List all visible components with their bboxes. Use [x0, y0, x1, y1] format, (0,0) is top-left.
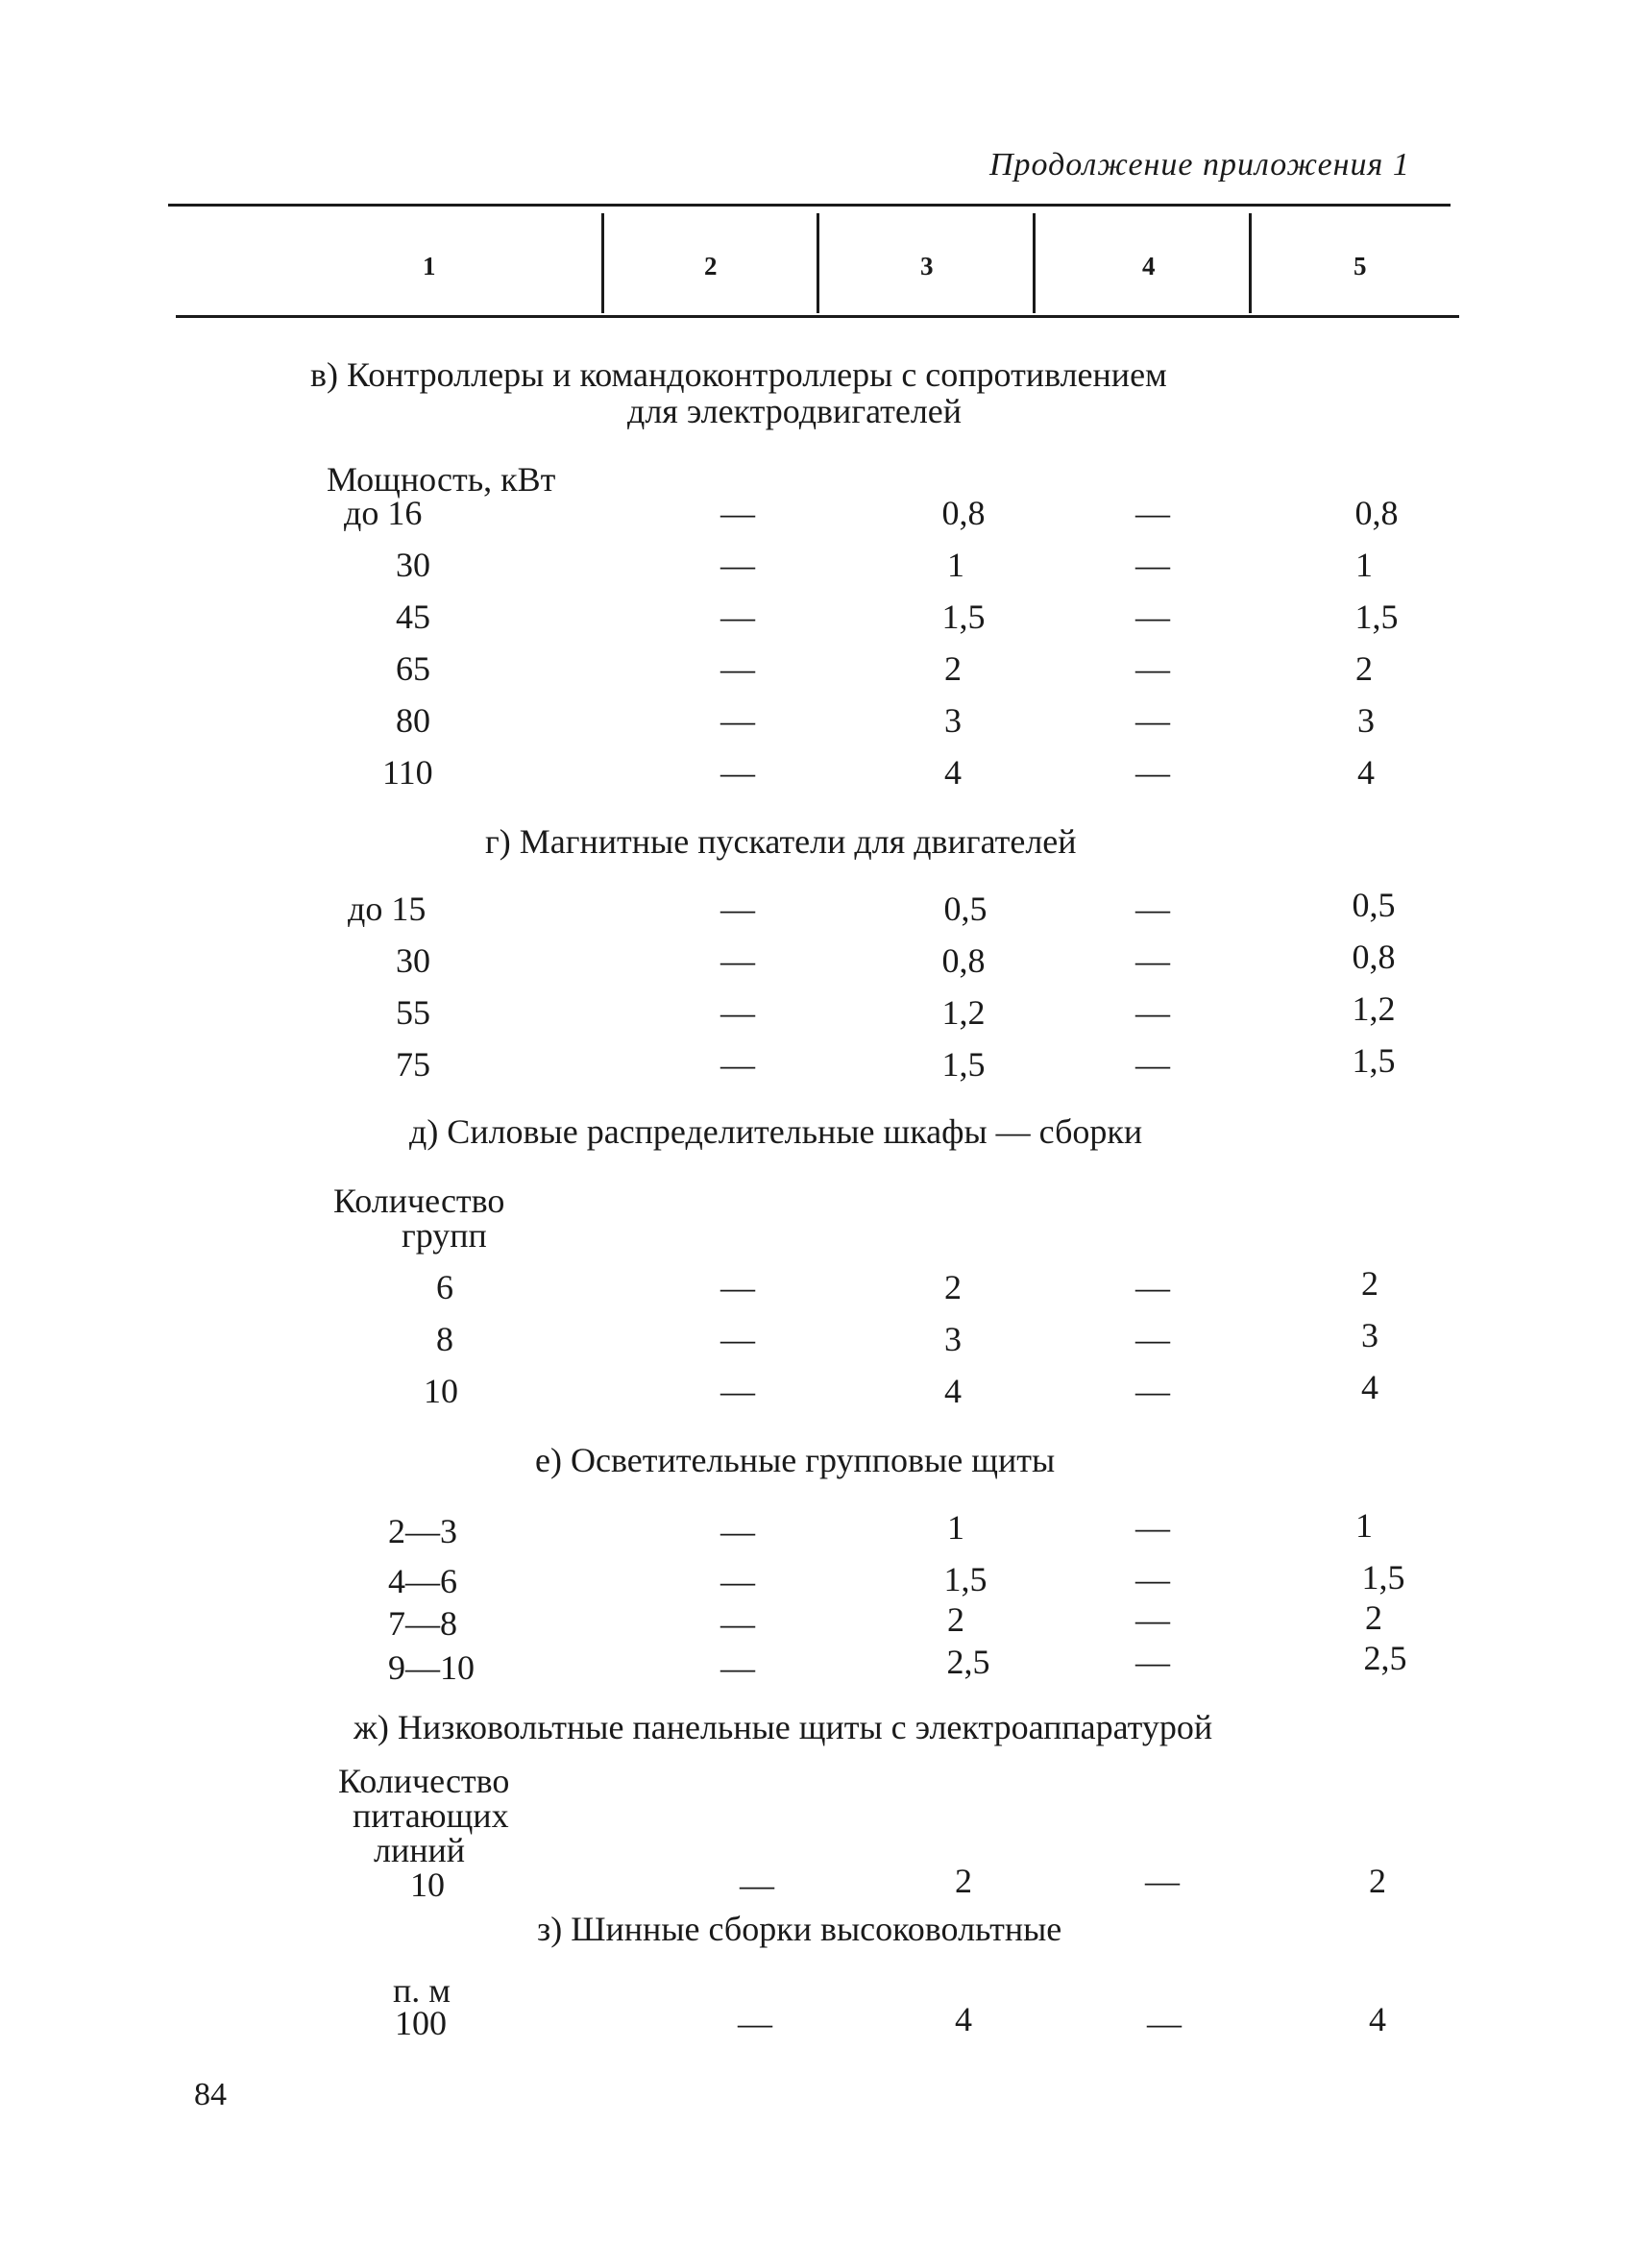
cell-col2: — [720, 494, 755, 532]
column-header-3: 3 [920, 252, 934, 280]
cell-col5: 2 [1355, 649, 1373, 688]
row-label: 2—3 [388, 1512, 457, 1550]
cell-col4: — [1135, 1045, 1170, 1084]
cell-col5: 4 [1357, 753, 1375, 792]
cell-col2: — [720, 597, 755, 636]
row-label: 100 [395, 2004, 447, 2042]
page-number: 84 [194, 2077, 227, 2112]
running-head: Продолжение приложения 1 [989, 147, 1410, 183]
cell-col5: 4 [1369, 2000, 1386, 2038]
column-header-2: 2 [704, 252, 718, 280]
cell-col2: — [720, 993, 755, 1032]
cell-col2: — [720, 890, 755, 928]
cell-col3: 2,5 [946, 1643, 990, 1681]
cell-col3: 2 [947, 1600, 964, 1639]
cell-col2: — [720, 1268, 755, 1306]
cell-col5: 1 [1355, 546, 1373, 584]
cell-col3: 4 [944, 753, 962, 792]
row-label: 10 [410, 1866, 445, 1904]
row-label: до 15 [348, 890, 427, 928]
cell-col2: — [720, 1045, 755, 1084]
cell-col5: 0,5 [1352, 886, 1396, 924]
cell-col3: 0,8 [941, 941, 986, 980]
param-label: Мощность, кВт [327, 460, 556, 499]
param-label: Количество [338, 1762, 510, 1800]
cell-col4: — [1145, 1862, 1180, 1900]
cell-col4: — [1135, 890, 1170, 928]
cell-col4: — [1135, 1508, 1170, 1547]
row-label: 45 [396, 597, 430, 636]
cell-col5: 1,2 [1352, 989, 1396, 1028]
cell-col4: — [1135, 546, 1170, 584]
cell-col4: — [1135, 1600, 1170, 1639]
section-title: д) Силовые распределительные шкафы — сборки [409, 1112, 1143, 1151]
cell-col4: — [1135, 1372, 1170, 1410]
row-label: 30 [396, 546, 430, 584]
cell-col4: — [1147, 2004, 1182, 2042]
cell-col2: — [738, 2004, 772, 2042]
cell-col3: 2 [955, 1862, 972, 1900]
cell-col4: — [1135, 941, 1170, 980]
cell-col3: 0,8 [941, 494, 986, 532]
header-top-rule [168, 204, 1451, 207]
cell-col5: 2,5 [1363, 1639, 1407, 1677]
cell-col3: 2 [944, 1268, 962, 1306]
cell-col5: 1 [1355, 1506, 1373, 1545]
cell-col2: — [720, 1604, 755, 1643]
row-label: 55 [396, 993, 430, 1032]
cell-col5: 4 [1361, 1368, 1378, 1406]
cell-col3: 3 [944, 1320, 962, 1358]
cell-col3: 1,5 [941, 597, 986, 636]
param-label: п. м [393, 1971, 451, 2010]
section-title: в) Контроллеры и командоконтроллеры с сопротивлением [310, 355, 1167, 394]
cell-col5: 2 [1369, 1862, 1386, 1900]
cell-col5: 2 [1365, 1598, 1382, 1637]
cell-col2: — [720, 701, 755, 740]
cell-col2: — [720, 546, 755, 584]
cell-col4: — [1135, 701, 1170, 740]
row-label: 8 [436, 1320, 453, 1358]
cell-col4: — [1135, 494, 1170, 532]
header-divider [1033, 213, 1036, 313]
row-label: до 16 [344, 494, 423, 532]
row-label: 30 [396, 941, 430, 980]
section-title: е) Осветительные групповые щиты [535, 1441, 1056, 1479]
section-title: г) Магнитные пускатели для двигателей [485, 822, 1077, 861]
header-divider [1249, 213, 1252, 313]
cell-col2: — [720, 941, 755, 980]
cell-col3: 1,5 [943, 1560, 988, 1598]
cell-col2: — [720, 1320, 755, 1358]
row-label: 75 [396, 1045, 430, 1084]
cell-col2: — [720, 1648, 755, 1687]
column-header-1: 1 [423, 252, 436, 280]
section-title-cont: для электродвигателей [627, 392, 963, 430]
header-divider [601, 213, 604, 313]
cell-col5: 1,5 [1361, 1558, 1405, 1597]
param-label: Количество [333, 1182, 505, 1220]
section-title: з) Шинные сборки высоковольтные [537, 1910, 1062, 1948]
cell-col3: 1,5 [941, 1045, 986, 1084]
cell-col3: 1 [947, 546, 964, 584]
cell-col5: 3 [1361, 1316, 1378, 1354]
cell-col4: — [1135, 597, 1170, 636]
row-label: 10 [424, 1372, 458, 1410]
cell-col4: — [1135, 993, 1170, 1032]
cell-col5: 0,8 [1354, 494, 1399, 532]
cell-col5: 1,5 [1354, 597, 1399, 636]
cell-col2: — [720, 1372, 755, 1410]
cell-col4: — [1135, 649, 1170, 688]
cell-col4: — [1135, 1268, 1170, 1306]
cell-col5: 0,8 [1352, 938, 1396, 976]
cell-col4: — [1135, 753, 1170, 792]
cell-col2: — [720, 1512, 755, 1550]
column-header-4: 4 [1142, 252, 1156, 280]
param-label: линий [374, 1831, 466, 1869]
cell-col5: 2 [1361, 1264, 1378, 1303]
row-label: 110 [382, 753, 433, 792]
header-divider [817, 213, 819, 313]
column-header-5: 5 [1354, 252, 1367, 280]
cell-col4: — [1135, 1320, 1170, 1358]
section-title: ж) Низковольтные панельные щиты с электроаппаратурой [354, 1708, 1213, 1746]
cell-col3: 4 [944, 1372, 962, 1410]
cell-col3: 4 [955, 2000, 972, 2038]
cell-col2: — [720, 649, 755, 688]
cell-col4: — [1135, 1643, 1170, 1681]
cell-col2: — [720, 1562, 755, 1600]
row-label: 80 [396, 701, 430, 740]
cell-col5: 1,5 [1352, 1041, 1396, 1080]
row-label: 7—8 [388, 1604, 457, 1643]
cell-col3: 3 [944, 701, 962, 740]
cell-col2: — [720, 753, 755, 792]
cell-col4: — [1135, 1560, 1170, 1598]
row-label: 4—6 [388, 1562, 457, 1600]
row-label: 9—10 [388, 1648, 475, 1687]
param-label: групп [402, 1216, 487, 1255]
row-label: 65 [396, 649, 430, 688]
cell-col3: 1,2 [941, 993, 986, 1032]
cell-col3: 2 [944, 649, 962, 688]
cell-col5: 3 [1357, 701, 1375, 740]
row-label: 6 [436, 1268, 453, 1306]
header-bottom-rule [176, 315, 1459, 318]
param-label: питающих [353, 1796, 509, 1835]
cell-col2: — [740, 1866, 774, 1904]
cell-col3: 1 [947, 1508, 964, 1547]
cell-col3: 0,5 [943, 890, 988, 928]
